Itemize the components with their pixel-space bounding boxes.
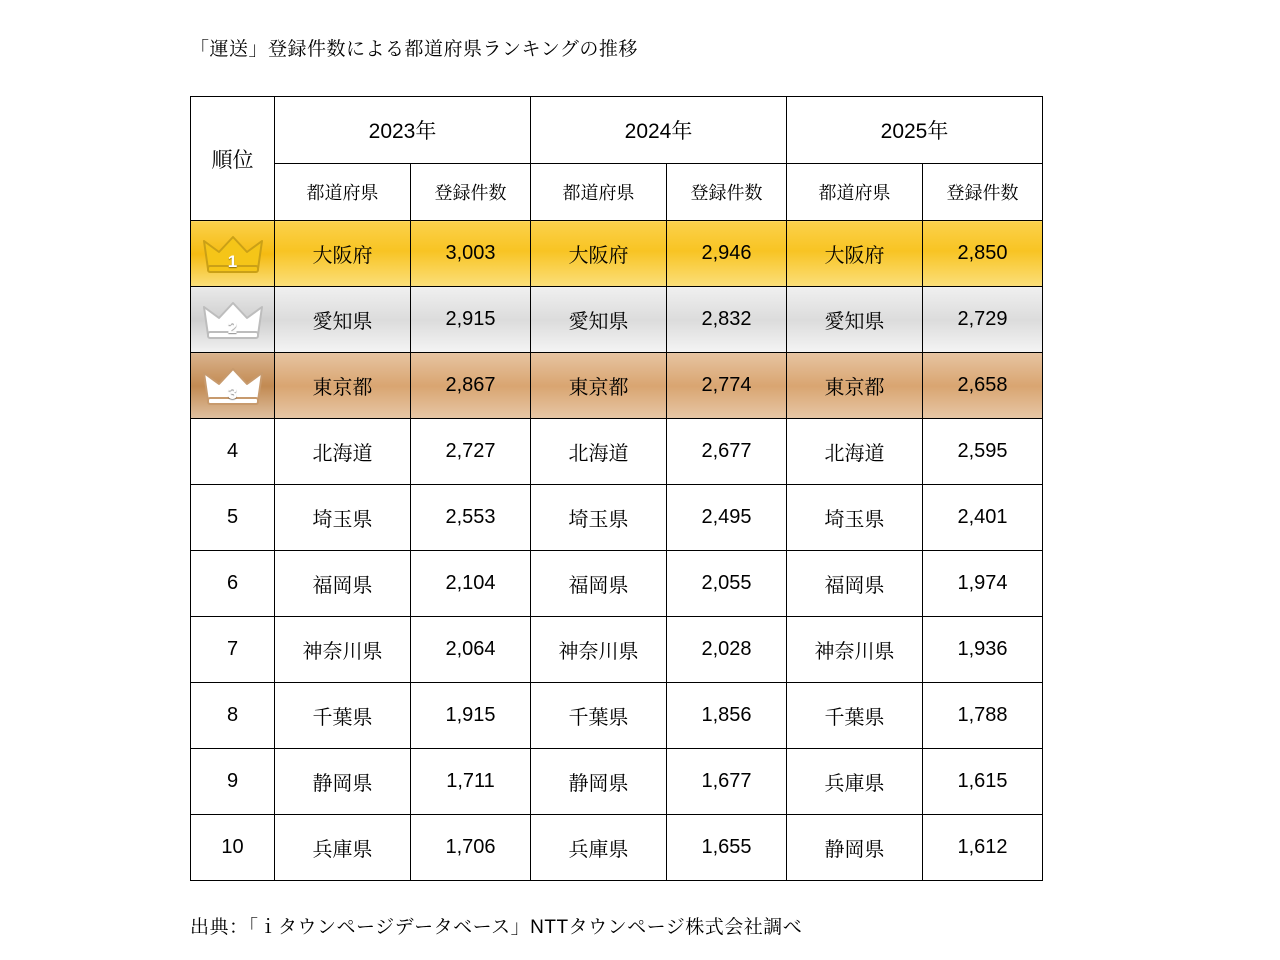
cell-count-2023: 1,706	[411, 815, 531, 881]
table-header-years	[191, 97, 1043, 164]
cell-count-2024: 1,677	[667, 749, 787, 815]
cell-count-2023: 1,915	[411, 683, 531, 749]
cell-count-2024: 1,856	[667, 683, 787, 749]
header-year-2025: 2025年	[787, 97, 1043, 164]
cell-count-2025: 1,612	[923, 815, 1043, 881]
table-row	[191, 287, 1043, 353]
table-row	[191, 419, 1043, 485]
cell-count-2024: 2,495	[667, 485, 787, 551]
table-row	[191, 683, 1043, 749]
source-note: 出典：「ｉタウンページデータベース」NTTタウンページ株式会社調べ	[190, 917, 803, 938]
cell-count-2025: 2,658	[923, 353, 1043, 419]
cell-pref-2023: 埼玉県	[275, 485, 411, 551]
cell-pref-2024: 北海道	[531, 419, 667, 485]
crown-icon	[191, 233, 274, 275]
rank-cell	[191, 287, 275, 353]
rank-number: 2	[227, 317, 238, 337]
cell-count-2025: 1,974	[923, 551, 1043, 617]
cell-count-2024: 2,832	[667, 287, 787, 353]
header-pref-2025: 都道府県	[787, 164, 923, 221]
cell-pref-2024: 東京都	[531, 353, 667, 419]
cell-count-2024: 2,677	[667, 419, 787, 485]
table-row	[191, 815, 1043, 881]
rank-cell	[191, 749, 275, 815]
header-pref-2024: 都道府県	[531, 164, 667, 221]
rank-number: 1	[227, 251, 238, 271]
cell-pref-2025: 大阪府	[787, 221, 923, 287]
rank-number: 8	[226, 704, 239, 726]
cell-pref-2024: 神奈川県	[531, 617, 667, 683]
cell-count-2023: 2,867	[411, 353, 531, 419]
header-year-2023: 2023年	[275, 97, 531, 164]
cell-pref-2023: 神奈川県	[275, 617, 411, 683]
rank-cell	[191, 353, 275, 419]
cell-count-2023: 2,727	[411, 419, 531, 485]
table-row	[191, 485, 1043, 551]
cell-pref-2025: 静岡県	[787, 815, 923, 881]
rank-cell	[191, 221, 275, 287]
cell-pref-2023: 福岡県	[275, 551, 411, 617]
rank-cell	[191, 551, 275, 617]
cell-count-2023: 2,553	[411, 485, 531, 551]
rank-number: 6	[226, 572, 239, 594]
table-row	[191, 353, 1043, 419]
cell-pref-2025: 千葉県	[787, 683, 923, 749]
cell-pref-2023: 静岡県	[275, 749, 411, 815]
cell-count-2024: 1,655	[667, 815, 787, 881]
rank-number: 9	[226, 770, 239, 792]
header-pref-2023: 都道府県	[275, 164, 411, 221]
cell-count-2024: 2,774	[667, 353, 787, 419]
cell-pref-2024: 兵庫県	[531, 815, 667, 881]
rank-number: 10	[221, 836, 244, 858]
crown-icon	[191, 365, 274, 407]
cell-count-2023: 2,915	[411, 287, 531, 353]
cell-pref-2024: 静岡県	[531, 749, 667, 815]
cell-pref-2025: 兵庫県	[787, 749, 923, 815]
header-count-2025: 登録件数	[923, 164, 1043, 221]
table-row	[191, 221, 1043, 287]
rank-cell	[191, 683, 275, 749]
cell-count-2024: 2,055	[667, 551, 787, 617]
cell-count-2025: 2,729	[923, 287, 1043, 353]
cell-pref-2025: 東京都	[787, 353, 923, 419]
cell-pref-2024: 愛知県	[531, 287, 667, 353]
cell-count-2025: 2,401	[923, 485, 1043, 551]
cell-pref-2025: 神奈川県	[787, 617, 923, 683]
header-year-2024: 2024年	[531, 97, 787, 164]
rank-number: 7	[226, 638, 239, 660]
rank-cell	[191, 485, 275, 551]
cell-pref-2023: 東京都	[275, 353, 411, 419]
header-rank: 順位	[191, 97, 275, 221]
table-row	[191, 617, 1043, 683]
cell-pref-2024: 千葉県	[531, 683, 667, 749]
cell-count-2025: 1,936	[923, 617, 1043, 683]
rank-number: 3	[227, 383, 238, 403]
cell-pref-2025: 北海道	[787, 419, 923, 485]
cell-pref-2023: 北海道	[275, 419, 411, 485]
rank-cell	[191, 815, 275, 881]
cell-pref-2024: 福岡県	[531, 551, 667, 617]
cell-pref-2024: 埼玉県	[531, 485, 667, 551]
table-row	[191, 551, 1043, 617]
ranking-table	[190, 96, 1043, 881]
header-count-2024: 登録件数	[667, 164, 787, 221]
cell-pref-2025: 埼玉県	[787, 485, 923, 551]
cell-count-2023: 1,711	[411, 749, 531, 815]
cell-pref-2023: 愛知県	[275, 287, 411, 353]
cell-pref-2025: 愛知県	[787, 287, 923, 353]
rank-number: 4	[226, 440, 239, 462]
rank-cell	[191, 617, 275, 683]
cell-count-2025: 2,595	[923, 419, 1043, 485]
cell-count-2023: 3,003	[411, 221, 531, 287]
cell-count-2025: 1,615	[923, 749, 1043, 815]
crown-icon	[191, 299, 274, 341]
cell-pref-2025: 福岡県	[787, 551, 923, 617]
cell-count-2024: 2,028	[667, 617, 787, 683]
cell-count-2025: 1,788	[923, 683, 1043, 749]
cell-count-2023: 2,104	[411, 551, 531, 617]
page-title: 「運送」登録件数による都道府県ランキングの推移	[190, 39, 638, 60]
cell-count-2025: 2,850	[923, 221, 1043, 287]
rank-cell	[191, 419, 275, 485]
table-row	[191, 749, 1043, 815]
cell-pref-2023: 兵庫県	[275, 815, 411, 881]
cell-pref-2023: 大阪府	[275, 221, 411, 287]
cell-pref-2023: 千葉県	[275, 683, 411, 749]
cell-count-2023: 2,064	[411, 617, 531, 683]
table-header-subs	[191, 164, 1043, 221]
cell-count-2024: 2,946	[667, 221, 787, 287]
cell-pref-2024: 大阪府	[531, 221, 667, 287]
header-count-2023: 登録件数	[411, 164, 531, 221]
rank-number: 5	[226, 506, 239, 528]
table-body	[191, 221, 1043, 881]
